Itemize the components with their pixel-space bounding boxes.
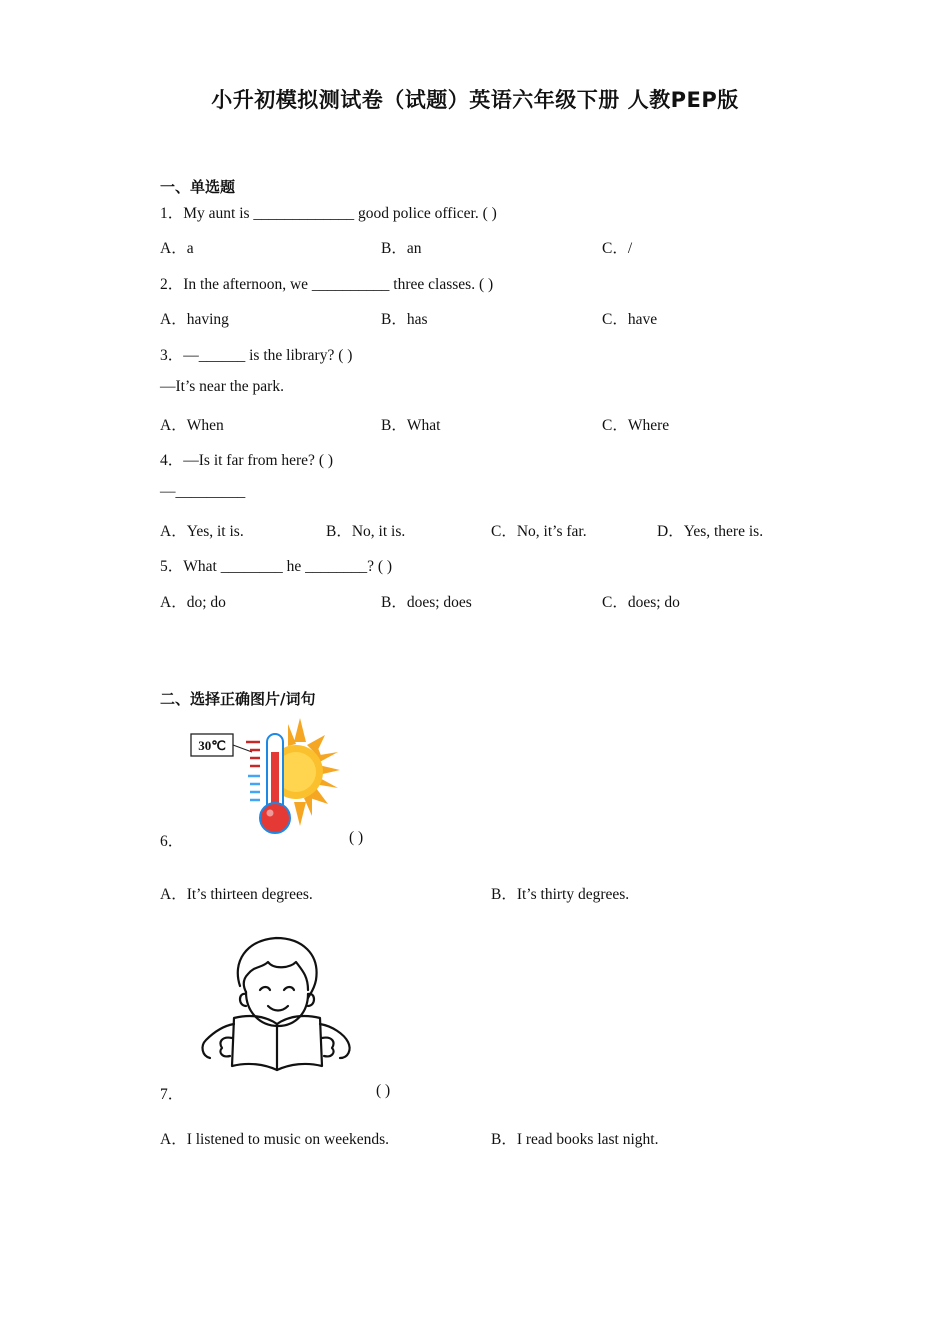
boy-reading-picture (198, 934, 356, 1076)
question-3-answer-line: —It’s near the park. (160, 378, 284, 395)
question-7-number: 7． (160, 1086, 184, 1103)
question-2-option-a[interactable]: A．having (160, 311, 229, 328)
section-heading-single-choice: 一、单选题 (160, 178, 236, 196)
question-7-blank: ( ) (376, 1082, 391, 1099)
question-3-option-a[interactable]: A．When (160, 417, 224, 434)
section-heading-choose-picture: 二、选择正确图片/词句 (160, 690, 316, 708)
question-1-option-a[interactable]: A．a (160, 240, 194, 257)
question-2-stem: 2．In the afternoon, we __________ three classes. ( ) (160, 276, 494, 293)
question-7-option-b[interactable]: B．I read books last night. (491, 1131, 659, 1148)
question-4-option-b[interactable]: B．No, it is. (326, 523, 406, 540)
question-2-option-c[interactable]: C．have (602, 311, 658, 328)
question-4-option-a[interactable]: A．Yes, it is. (160, 523, 244, 540)
question-4-option-d[interactable]: D．Yes, there is. (657, 523, 764, 540)
thermometer-sun-picture (188, 718, 344, 840)
question-2-option-b[interactable]: B．has (381, 311, 428, 328)
question-1-option-b[interactable]: B．an (381, 240, 422, 257)
question-5-option-c[interactable]: C．does; do (602, 594, 680, 611)
question-3-stem: 3．—______ is the library? ( ) (160, 347, 353, 364)
temperature-label: 30℃ (198, 738, 226, 753)
boy-reading-book-icon (198, 934, 356, 1076)
question-5-option-a[interactable]: A．do; do (160, 594, 226, 611)
question-6-option-b[interactable]: B．It’s thirty degrees. (491, 886, 630, 903)
question-6-option-a[interactable]: A．It’s thirteen degrees. (160, 886, 313, 903)
thermometer-sun-icon (188, 718, 344, 840)
question-1-option-c[interactable]: C．/ (602, 240, 633, 257)
question-1-stem: 1．My aunt is _____________ good police officer. ( ) (160, 205, 497, 222)
question-4-option-c[interactable]: C．No, it’s far. (491, 523, 587, 540)
question-7-option-a[interactable]: A．I listened to music on weekends. (160, 1131, 390, 1148)
question-4-answer-line: —_________ (160, 483, 246, 500)
page-title: 小升初模拟测试卷（试题）英语六年级下册 人教PEP版 (211, 88, 739, 112)
question-3-option-b[interactable]: B．What (381, 417, 441, 434)
question-4-stem: 4．—Is it far from here? ( ) (160, 452, 334, 469)
question-5-stem: 5．What ________ he ________? ( ) (160, 558, 393, 575)
question-3-option-c[interactable]: C．Where (602, 417, 670, 434)
question-5-option-b[interactable]: B．does; does (381, 594, 472, 611)
question-6-blank: ( ) (349, 829, 364, 846)
question-6-number: 6． (160, 833, 184, 850)
